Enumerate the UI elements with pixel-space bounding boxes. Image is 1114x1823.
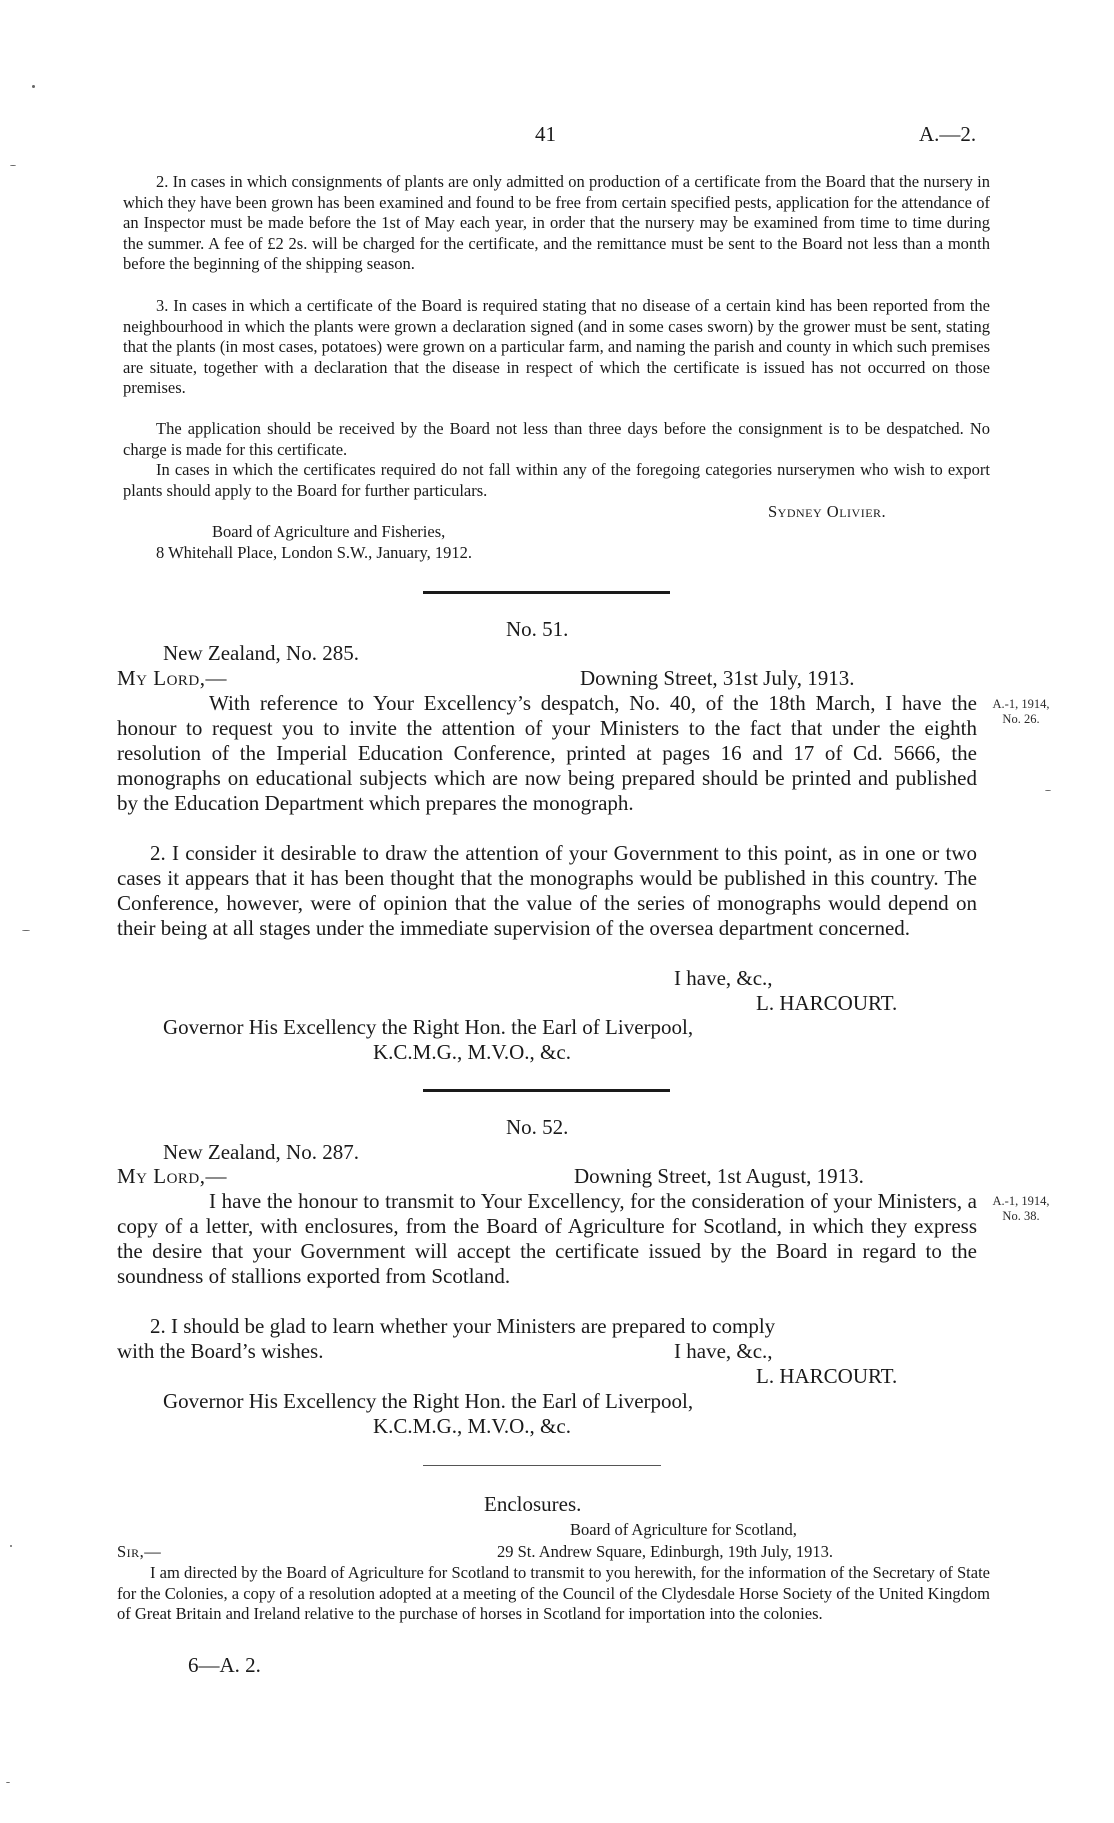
notice-paragraph-3: 3. In cases in which a certificate of the Board is required stating that no disease of a certain kind has been reported from the neighbourhood in which the plants were grown a declaration signed (and in some cases sworn) by the grower must be sent, stating that the plants (in most cases, potatoes) were grown on a particular farm, and naming the parish and county in which such premises are situate, together with a declaration that the disease in respect of which the certificate is issued has not occurred on those premises.	[123, 296, 990, 397]
place-date-51: Downing Street, 31st July, 1913.	[580, 666, 855, 690]
margin-reference-52	[976, 1194, 1066, 1224]
scan-speck	[10, 1545, 12, 1547]
addressee-51-line-1: Governor His Excellency the Right Hon. the Earl of Liverpool,	[163, 1015, 694, 1039]
enclosure-divider	[423, 1465, 661, 1466]
margin-ref-52-line-1: A.-1, 1914,	[992, 1194, 1050, 1208]
addressee-52-line-2: K.C.M.G., M.V.O., &c.	[373, 1414, 571, 1438]
enclosure-salutation: Sir,—	[117, 1542, 162, 1561]
section-divider	[423, 591, 670, 594]
despatch-heading-52: No. 52.	[506, 1115, 569, 1139]
margin-ref-52-line-2: No. 38.	[1002, 1209, 1040, 1223]
despatch-52-paragraph-2-end: with the Board’s wishes.	[117, 1339, 324, 1363]
addressee-52-line-1: Governor His Excellency the Right Hon. the Earl of Liverpool,	[163, 1389, 694, 1413]
salutation-52: My Lord,—	[117, 1164, 228, 1188]
signature-olivier: Sydney Olivier.	[768, 502, 887, 521]
despatch-51-paragraph-2: 2. I consider it desirable to draw the attention of your Government to this point, as in one or two cases it appears that it has been thought that the monographs would be published in this country. The Conference, however, were of opinion that the value of the series of monographs would depend on their being at all stages under the immediate supervision of the oversea department concerned.	[117, 841, 977, 940]
closing-52: I have, &c.,	[674, 1339, 773, 1363]
address-line-2: 8 Whitehall Place, London S.W., January, 1912.	[156, 543, 473, 562]
salutation-51: My Lord,—	[117, 666, 228, 690]
despatch-52-paragraph-2: 2. I should be glad to learn whether your Ministers are prepared to comply	[150, 1314, 776, 1338]
despatch-heading-51: No. 51.	[506, 617, 569, 641]
scan-speck	[22, 930, 30, 931]
despatch-51-paragraph-1: With reference to Your Excellency’s despatch, No. 40, of the 18th March, I have the honour to request you to invite the attention of your Ministers to the fact that under the eighth resolution of the Imperial Education Conference, printed at pages 16 and 17 of Cd. 5666, the monographs on educational subjects which are now being prepared should be printed and published by the Education Department which prepares the monograph.	[117, 691, 977, 815]
enclosures-heading: Enclosures.	[484, 1492, 582, 1516]
signer-52: L. HARCOURT.	[756, 1364, 898, 1388]
notice-paragraph-application: The application should be received by the Board not less than three days before the consignment is to be despatched. No charge is made for this certificate.	[123, 419, 990, 459]
enclosure-sender-line-1: Board of Agriculture for Scotland,	[570, 1520, 797, 1539]
despatch-ref-52: New Zealand, No. 287.	[163, 1140, 359, 1164]
despatch-52-paragraph-1: I have the honour to transmit to Your Excellency, for the consideration of your Ministers, a copy of a letter, with enclosures, from the Board of Agriculture for Scotland, in which they express the desire that your Government will accept the certificate issued by the Board in regard to the soundness of stallions exported from Scotland.	[117, 1189, 977, 1288]
enclosure-paragraph-1: I am directed by the Board of Agriculture for Scotland to transmit to you herewith, for the information of the Secretary of State for the Colonies, a copy of a resolution adopted at a meeting of the Council of the Clydesdale Horse Society of the United Kingdom of Great Britain and Ireland relative to the purchase of horses in Scotland for importation into the colonies.	[117, 1563, 990, 1623]
series-number: A.—2.	[919, 122, 977, 146]
enclosure-sender-line-2: 29 St. Andrew Square, Edinburgh, 19th July, 1913.	[497, 1542, 833, 1561]
scan-speck	[32, 85, 35, 88]
scan-speck	[6, 1782, 10, 1783]
section-divider	[423, 1089, 670, 1092]
addressee-51-line-2: K.C.M.G., M.V.O., &c.	[373, 1040, 571, 1064]
notice-paragraph-other-cases: In cases in which the certificates required do not fall within any of the foregoing categories nurserymen who wish to export plants should apply to the Board for further particulars.	[123, 460, 990, 500]
page-number: 41	[535, 122, 556, 146]
margin-ref-51-line-2: No. 26.	[1002, 712, 1040, 726]
signature-mark: 6—A. 2.	[188, 1653, 261, 1677]
scan-speck	[1045, 790, 1051, 791]
address-line-1: Board of Agriculture and Fisheries,	[212, 522, 446, 541]
margin-ref-51-line-1: A.-1, 1914,	[992, 697, 1050, 711]
notice-paragraph-2: 2. In cases in which consignments of plants are only admitted on production of a certificate from the Board that the nursery in which they have been grown has been examined and found to be free from certain specified pests, application for the attendance of an Inspector must be made before the 1st of May each year, in order that the nursery may be examined from time to time during the summer. A fee of £2 2s. will be charged for the certificate, and the remittance must be sent to the Board not less than a month before the beginning of the shipping season.	[123, 172, 990, 273]
closing-51: I have, &c.,	[674, 966, 773, 990]
place-date-52: Downing Street, 1st August, 1913.	[574, 1164, 864, 1188]
margin-reference-51	[976, 697, 1066, 727]
despatch-ref-51: New Zealand, No. 285.	[163, 641, 359, 665]
signer-51: L. HARCOURT.	[756, 991, 898, 1015]
scan-speck	[10, 165, 16, 166]
